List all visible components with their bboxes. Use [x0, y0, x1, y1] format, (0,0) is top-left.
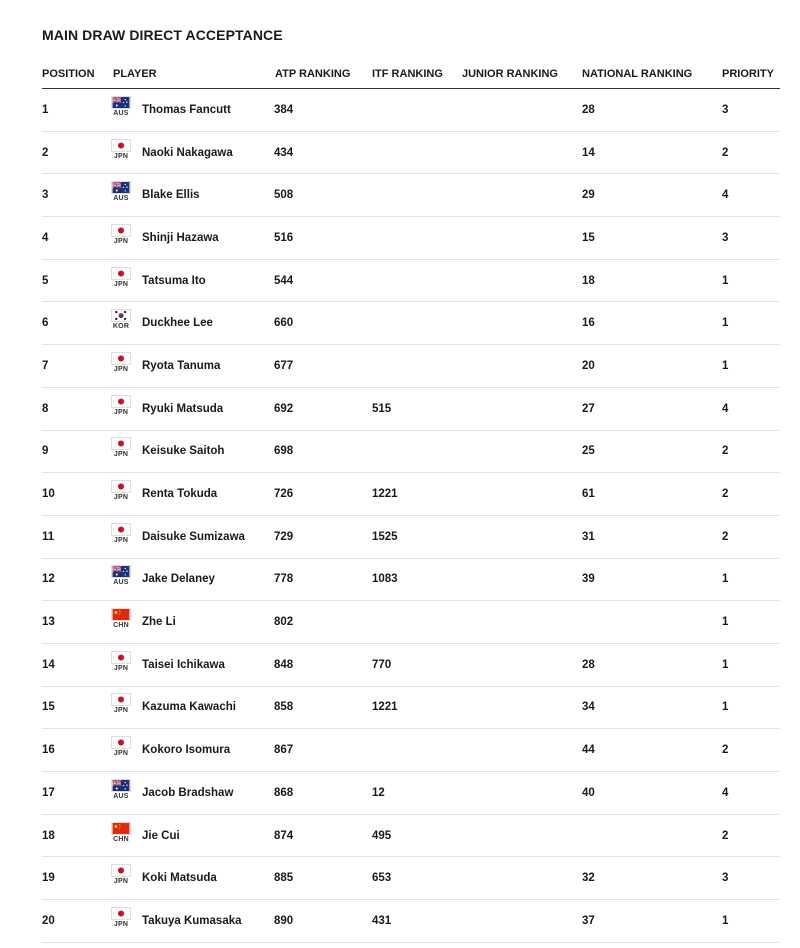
japan-flag-icon	[110, 437, 132, 450]
player-name[interactable]: Jie Cui	[142, 829, 180, 842]
itf-ranking-cell: 1221	[372, 488, 398, 501]
priority-cell: 1	[722, 573, 729, 586]
priority-cell: 2	[722, 829, 729, 842]
table-row	[42, 174, 780, 217]
korea-flag-icon	[110, 309, 132, 322]
atp-ranking-cell: 874	[274, 829, 294, 842]
page-title: MAIN DRAW DIRECT ACCEPTANCE	[42, 27, 283, 43]
position-cell: 10	[42, 488, 55, 501]
country-flag	[110, 907, 132, 935]
national-ranking-cell: 28	[582, 103, 595, 116]
atp-ranking-cell: 544	[274, 274, 294, 287]
japan-flag-icon	[110, 736, 132, 749]
position-cell: 19	[42, 872, 55, 885]
position-cell: 17	[42, 786, 55, 799]
country-flag	[110, 139, 132, 167]
itf-ranking-cell: 12	[372, 786, 385, 799]
national-ranking-cell: 20	[582, 359, 595, 372]
table-row	[42, 729, 780, 772]
country-flag	[110, 309, 132, 337]
country-flag	[110, 651, 132, 679]
japan-flag-icon	[110, 693, 132, 706]
japan-flag-icon	[110, 352, 132, 365]
country-flag	[110, 864, 132, 892]
country-flag	[110, 224, 132, 252]
priority-cell: 3	[722, 231, 729, 244]
country-code: JPN	[113, 365, 129, 373]
country-flag	[110, 395, 132, 423]
country-code: AUS	[113, 579, 129, 587]
priority-cell: 1	[722, 359, 729, 372]
national-ranking-cell: 44	[582, 744, 595, 757]
table-row	[42, 302, 780, 345]
player-name[interactable]: Takuya Kumasaka	[142, 914, 242, 927]
atp-ranking-cell: 885	[274, 872, 294, 885]
col-junior-header: JUNIOR RANKING	[462, 68, 558, 80]
player-name[interactable]: Blake Ellis	[142, 189, 200, 202]
position-cell: 14	[42, 658, 55, 671]
country-code: JPN	[113, 878, 129, 886]
priority-cell: 4	[722, 786, 729, 799]
position-cell: 13	[42, 616, 55, 629]
itf-ranking-cell: 1525	[372, 530, 398, 543]
country-flag	[110, 822, 132, 850]
japan-flag-icon	[110, 523, 132, 536]
country-code: CHN	[113, 622, 129, 630]
table-row	[42, 857, 780, 900]
country-flag	[110, 480, 132, 508]
col-position-header: POSITION	[42, 68, 95, 80]
country-flag	[110, 608, 132, 636]
table-row	[42, 89, 780, 132]
national-ranking-cell: 15	[582, 231, 595, 244]
japan-flag-icon	[110, 907, 132, 920]
country-flag	[110, 181, 132, 209]
itf-ranking-cell: 495	[372, 829, 392, 842]
australia-flag-icon	[110, 96, 132, 109]
player-name[interactable]: Tatsuma Ito	[142, 274, 206, 287]
table-row	[42, 772, 780, 815]
atp-ranking-cell: 384	[274, 103, 294, 116]
national-ranking-cell: 32	[582, 872, 595, 885]
atp-ranking-cell: 508	[274, 189, 294, 202]
priority-cell: 1	[722, 658, 729, 671]
priority-cell: 4	[722, 189, 729, 202]
national-ranking-cell: 61	[582, 488, 595, 501]
national-ranking-cell: 14	[582, 146, 595, 159]
national-ranking-cell: 16	[582, 317, 595, 330]
itf-ranking-cell: 770	[372, 658, 392, 671]
national-ranking-cell: 18	[582, 274, 595, 287]
table-row	[42, 345, 780, 388]
country-code: JPN	[113, 664, 129, 672]
table-row	[42, 388, 780, 431]
country-flag	[110, 352, 132, 380]
table-row	[42, 260, 780, 303]
player-name[interactable]: Duckhee Lee	[142, 317, 213, 330]
priority-cell: 3	[722, 103, 729, 116]
atp-ranking-cell: 726	[274, 488, 294, 501]
atp-ranking-cell: 802	[274, 616, 294, 629]
country-flag	[110, 267, 132, 295]
table-row	[42, 601, 780, 644]
australia-flag-icon	[110, 181, 132, 194]
priority-cell: 1	[722, 274, 729, 287]
country-code: JPN	[113, 408, 129, 416]
itf-ranking-cell: 431	[372, 914, 392, 927]
position-cell: 9	[42, 445, 49, 458]
player-name[interactable]: Jake Delaney	[142, 573, 215, 586]
col-itf-header: ITF RANKING	[372, 68, 443, 80]
atp-ranking-cell: 516	[274, 231, 294, 244]
position-cell: 1	[42, 103, 49, 116]
player-name[interactable]: Daisuke Sumizawa	[142, 530, 245, 543]
position-cell: 15	[42, 701, 55, 714]
position-cell: 4	[42, 231, 49, 244]
table-row	[42, 644, 780, 687]
country-flag	[110, 437, 132, 465]
position-cell: 7	[42, 359, 49, 372]
country-code: JPN	[113, 280, 129, 288]
national-ranking-cell: 27	[582, 402, 595, 415]
japan-flag-icon	[110, 480, 132, 493]
priority-cell: 2	[722, 445, 729, 458]
table-row	[42, 431, 780, 474]
country-flag	[110, 736, 132, 764]
itf-ranking-cell: 653	[372, 872, 392, 885]
atp-ranking-cell: 858	[274, 701, 294, 714]
table-row	[42, 687, 780, 730]
atp-ranking-cell: 890	[274, 914, 294, 927]
position-cell: 18	[42, 829, 55, 842]
priority-cell: 3	[722, 872, 729, 885]
player-name[interactable]: Kokoro Isomura	[142, 744, 231, 757]
table-row	[42, 217, 780, 260]
japan-flag-icon	[110, 395, 132, 408]
player-name[interactable]: Ryuki Matsuda	[142, 402, 224, 415]
country-flag	[110, 693, 132, 721]
itf-ranking-cell: 1083	[372, 573, 398, 586]
atp-ranking-cell: 660	[274, 317, 294, 330]
australia-flag-icon	[110, 779, 132, 792]
priority-cell: 1	[722, 701, 729, 714]
country-code: JPN	[113, 707, 129, 715]
col-atp-header: ATP RANKING	[275, 68, 351, 80]
country-code: AUS	[113, 792, 129, 800]
country-code: AUS	[113, 109, 129, 117]
atp-ranking-cell: 778	[274, 573, 294, 586]
player-name[interactable]: Naoki Nakagawa	[142, 146, 233, 159]
country-code: KOR	[112, 323, 130, 331]
player-name[interactable]: Thomas Fancutt	[142, 103, 231, 116]
itf-ranking-cell: 1221	[372, 701, 398, 714]
country-flag	[110, 565, 132, 593]
player-name[interactable]: Renta Tokuda	[142, 488, 218, 501]
japan-flag-icon	[110, 267, 132, 280]
atp-ranking-cell: 848	[274, 658, 294, 671]
table-row	[42, 815, 780, 858]
priority-cell: 2	[722, 530, 729, 543]
japan-flag-icon	[110, 224, 132, 237]
table-body	[42, 89, 780, 943]
col-priority-header: PRIORITY	[722, 68, 774, 80]
player-name[interactable]: Kazuma Kawachi	[142, 701, 236, 714]
national-ranking-cell: 28	[582, 658, 595, 671]
priority-cell: 4	[722, 402, 729, 415]
table-header	[42, 64, 780, 89]
country-code: JPN	[113, 536, 129, 544]
country-flag	[110, 96, 132, 124]
national-ranking-cell: 29	[582, 189, 595, 202]
player-name[interactable]: Shinji Hazawa	[142, 231, 219, 244]
col-national-header: NATIONAL RANKING	[582, 68, 693, 80]
player-name[interactable]: Koki Matsuda	[142, 872, 217, 885]
table-row	[42, 516, 780, 559]
country-flag	[110, 779, 132, 807]
position-cell: 5	[42, 274, 49, 287]
atp-ranking-cell: 868	[274, 786, 294, 799]
position-cell: 12	[42, 573, 55, 586]
atp-ranking-cell: 729	[274, 530, 294, 543]
japan-flag-icon	[110, 139, 132, 152]
china-flag-icon	[110, 608, 132, 621]
position-cell: 2	[42, 146, 49, 159]
player-name[interactable]: Jacob Bradshaw	[142, 786, 234, 799]
japan-flag-icon	[110, 651, 132, 664]
atp-ranking-cell: 434	[274, 146, 294, 159]
national-ranking-cell: 25	[582, 445, 595, 458]
atp-ranking-cell: 867	[274, 744, 294, 757]
atp-ranking-cell: 677	[274, 359, 294, 372]
country-code: JPN	[113, 237, 129, 245]
country-code: CHN	[113, 835, 129, 843]
position-cell: 6	[42, 317, 49, 330]
player-name[interactable]: Ryota Tanuma	[142, 359, 221, 372]
national-ranking-cell: 39	[582, 573, 595, 586]
country-code: AUS	[113, 195, 129, 203]
position-cell: 8	[42, 402, 49, 415]
country-code: JPN	[113, 750, 129, 758]
position-cell: 20	[42, 914, 55, 927]
table-row	[42, 559, 780, 602]
country-flag	[110, 523, 132, 551]
position-cell: 11	[42, 530, 55, 543]
priority-cell: 2	[722, 488, 729, 501]
country-code: JPN	[113, 920, 129, 928]
national-ranking-cell: 37	[582, 914, 595, 927]
position-cell: 3	[42, 189, 49, 202]
japan-flag-icon	[110, 864, 132, 877]
national-ranking-cell: 31	[582, 530, 595, 543]
table-row	[42, 900, 780, 943]
priority-cell: 1	[722, 616, 729, 629]
player-name[interactable]: Zhe Li	[142, 616, 176, 629]
table-row	[42, 132, 780, 175]
china-flag-icon	[110, 822, 132, 835]
national-ranking-cell: 40	[582, 786, 595, 799]
country-code: JPN	[113, 451, 129, 459]
position-cell: 16	[42, 744, 55, 757]
australia-flag-icon	[110, 565, 132, 578]
itf-ranking-cell: 515	[372, 402, 392, 415]
atp-ranking-cell: 692	[274, 402, 294, 415]
priority-cell: 1	[722, 317, 729, 330]
national-ranking-cell: 34	[582, 701, 595, 714]
atp-ranking-cell: 698	[274, 445, 294, 458]
priority-cell: 2	[722, 744, 729, 757]
priority-cell: 2	[722, 146, 729, 159]
player-name[interactable]: Taisei Ichikawa	[142, 658, 225, 671]
country-code: JPN	[113, 494, 129, 502]
player-name[interactable]: Keisuke Saitoh	[142, 445, 225, 458]
country-code: JPN	[113, 152, 129, 160]
table-row	[42, 473, 780, 516]
priority-cell: 1	[722, 914, 729, 927]
col-player-header: PLAYER	[113, 68, 157, 80]
